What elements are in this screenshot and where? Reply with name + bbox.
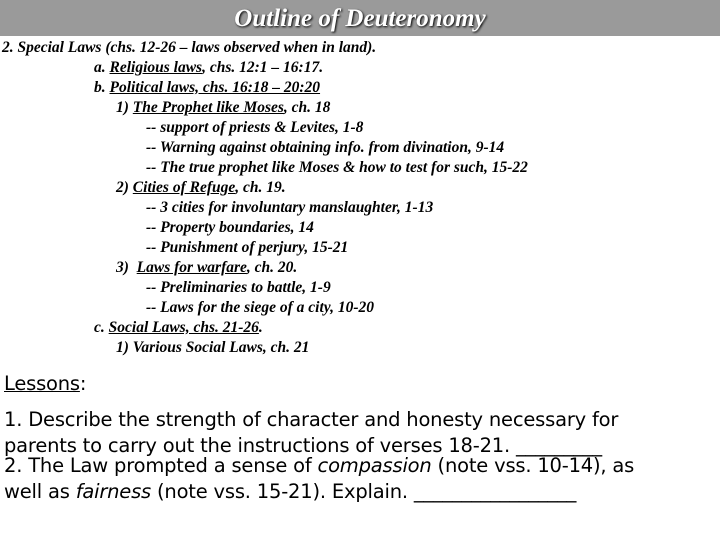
lesson-question-2-text: (note vss. 15-21). Explain. _________________ — [151, 480, 577, 503]
outline-subitem: -- Punishment of perjury, 15-21 — [146, 239, 349, 256]
outline-item-b1 — [116, 98, 330, 118]
lesson-question-2-emphasis: fairness — [75, 480, 152, 503]
outline-item-b3-link[interactable]: Laws for warfare — [136, 259, 247, 276]
outline-item-c — [94, 318, 263, 338]
outline-item-b2-link[interactable]: Cities of Refuge — [132, 179, 236, 196]
outline-item-c-link[interactable]: Social Laws, chs. 21-26 — [108, 319, 259, 336]
outline-subitem: -- Laws for the siege of a city, 10-20 — [146, 299, 375, 316]
lesson-question-2-text: (note vss. 10-14), as — [431, 454, 635, 477]
lesson-question-2-line-1 — [4, 454, 634, 478]
lesson-question-1-line-2[interactable]: parents to carry out the instructions of verses 18-21. _________ — [4, 434, 602, 457]
outline-item-b-link[interactable]: Political laws, chs. 16:18 – 20:20 — [109, 79, 321, 96]
outline-item-b1-prefix: 1) — [116, 99, 133, 116]
outline-subitem: -- 3 cities for involuntary manslaughter, 1-13 — [146, 199, 434, 216]
outline-item-a — [94, 58, 323, 78]
lessons-label: Lessons — [4, 372, 80, 395]
title-bar — [0, 0, 720, 36]
outline-item-b2 — [116, 178, 286, 198]
lesson-question-1-line-1: 1. Describe the strength of character and honesty necessary for — [4, 408, 619, 431]
lessons-colon: : — [79, 372, 87, 395]
lesson-question-2-emphasis: compassion — [317, 454, 432, 477]
outline-subitem: -- The true prophet like Moses & how to test for such, 15-22 — [146, 159, 528, 176]
lesson-question-2-text: 2. The Law prompted a sense of — [4, 454, 318, 477]
outline-item-b1-rest: , ch. 18 — [283, 99, 331, 116]
lesson-question-2-line-2[interactable] — [4, 480, 576, 504]
outline-item-b3-prefix: 3) — [116, 259, 137, 276]
outline-subitem: -- Property boundaries, 14 — [146, 219, 314, 236]
outline-subitem: -- Warning against obtaining info. from divination, 9-14 — [146, 139, 505, 156]
lesson-question-2-text: well as — [4, 480, 76, 503]
outline-item-c1: 1) Various Social Laws, ch. 21 — [116, 339, 310, 356]
outline-heading: 2. Special Laws (chs. 12-26 – laws observed when in land). — [2, 39, 377, 56]
lessons-heading — [4, 372, 86, 396]
page-title: Outline of Deuteronomy — [234, 5, 486, 32]
outline-item-a-prefix: a. — [94, 59, 110, 76]
outline-item-b1-link[interactable]: The Prophet like Moses — [132, 99, 284, 116]
outline-item-b3-rest: , ch. 20. — [246, 259, 298, 276]
outline-item-a-link[interactable]: Religious laws — [109, 59, 203, 76]
outline-item-c-prefix: c. — [94, 319, 109, 336]
outline-item-b3 — [116, 258, 297, 278]
outline-item-b — [94, 78, 320, 98]
outline-item-b2-prefix: 2) — [116, 179, 133, 196]
outline-item-b-prefix: b. — [94, 79, 110, 96]
outline-item-c-rest: . — [258, 319, 263, 336]
outline-item-a-rest: , chs. 12:1 – 16:17. — [202, 59, 324, 76]
outline-subitem: -- Preliminaries to battle, 1-9 — [146, 279, 331, 296]
outline-subitem: -- support of priests & Levites, 1-8 — [146, 119, 364, 136]
outline-item-b2-rest: , ch. 19. — [235, 179, 286, 196]
